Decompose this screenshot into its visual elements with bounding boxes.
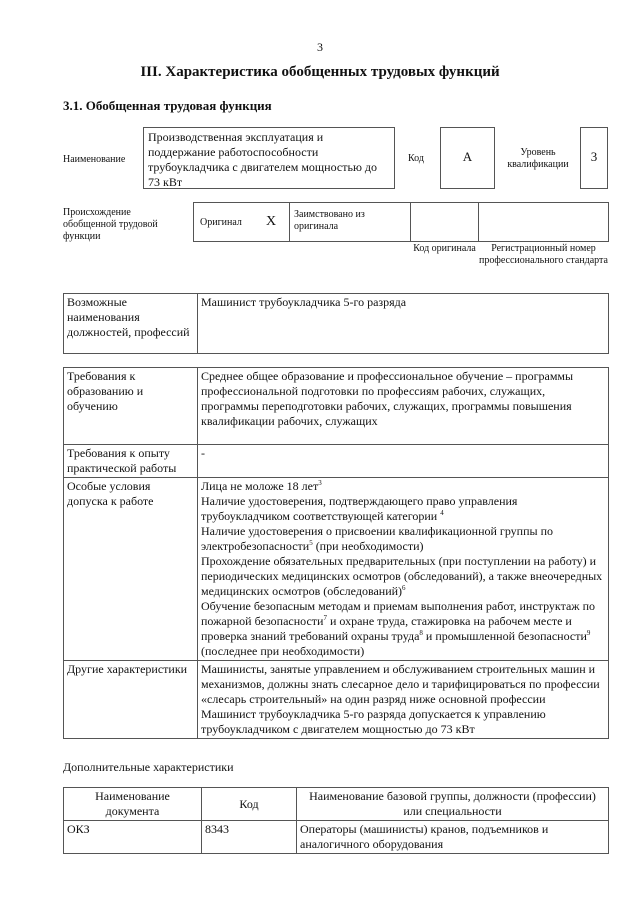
header-document: Наименование документа bbox=[64, 788, 202, 821]
original-cell bbox=[193, 202, 290, 242]
level-label: Уровень квалификации bbox=[507, 147, 569, 170]
special-value bbox=[198, 478, 609, 661]
row-code: 8343 bbox=[202, 821, 297, 854]
original-code-cell bbox=[410, 202, 479, 242]
experience-label: Требования к опыту практической работы bbox=[64, 445, 198, 478]
subsection-title: 3.1. Обобщенная трудовая функция bbox=[63, 98, 272, 113]
other-label: Другие характеристики bbox=[64, 661, 198, 739]
row-group: Операторы (машинисты) кранов, подъемников и аналогичного оборудования bbox=[297, 821, 609, 854]
other-item: Машинист трубоукладчика 5-го разряда допускается к управлению трубоукладчиком с двигателем мощностью до 73 кВт bbox=[201, 707, 546, 736]
name-value: Производственная эксплуатация и поддержание работоспособности трубоукладчика с двигателем мощностью до 73 кВт bbox=[143, 127, 395, 189]
additional-table bbox=[63, 787, 609, 854]
page-number: 3 bbox=[317, 40, 323, 54]
other-value bbox=[198, 661, 609, 739]
special-item: Обучение безопасным методам и приемам выполнения работ, инструктаж по пожарной безопасности$^7$ и охране труда, стажировка на рабочем месте и проверка знаний требований охраны труда$^8$ и промышленной безопасности$^9$ (последнее при необходимости) bbox=[201, 599, 596, 658]
positions-label: Возможные наименования должностей, профессий bbox=[64, 294, 198, 354]
education-label: Требования к образованию и обучению bbox=[64, 368, 198, 445]
code-original-label: Код оригинала bbox=[413, 243, 476, 254]
additional-title: Дополнительные характеристики bbox=[63, 760, 234, 774]
original-label: Оригинал bbox=[200, 217, 242, 228]
original-mark: X bbox=[266, 214, 277, 229]
code-label: Код bbox=[408, 153, 424, 164]
code-value: А bbox=[440, 127, 495, 189]
education-value: Среднее общее образование и профессиональное обучение – программы профессиональной подготовки по профессиям рабочих, служащих, программы переподготовки рабочих, служащих, программы повышения квалификации рабочих, служащих bbox=[198, 368, 609, 445]
level-value: 3 bbox=[580, 127, 608, 189]
special-label: Особые условия допуска к работе bbox=[64, 478, 198, 661]
reg-number-label: Регистрационный номер профессионального стандарта bbox=[479, 243, 608, 266]
row-document: ОКЗ bbox=[64, 821, 202, 854]
special-item: Наличие удостоверения о присвоении квалификационной группы по электробезопасности$^5$ (при необходимости) bbox=[201, 524, 554, 553]
special-item: Наличие удостоверения, подтверждающего право управления трубоукладчиком соответствующей категории $^4$ bbox=[201, 494, 518, 523]
section-title: III. Характеристика обобщенных трудовых функций bbox=[140, 64, 500, 80]
borrowed-cell: Заимствовано из оригинала bbox=[289, 202, 411, 242]
reg-number-cell bbox=[478, 202, 609, 242]
name-label: Наименование bbox=[63, 154, 126, 165]
header-code: Код bbox=[202, 788, 297, 821]
positions-table bbox=[63, 293, 609, 354]
positions-value: Машинист трубоукладчика 5-го разряда bbox=[198, 294, 609, 354]
requirements-table bbox=[63, 367, 609, 739]
header-group: Наименование базовой группы, должности (профессии) или специальности bbox=[297, 788, 609, 821]
origin-label: Происхождение обобщенной трудовой функции bbox=[63, 207, 158, 242]
experience-value: - bbox=[198, 445, 609, 478]
special-item: Прохождение обязательных предварительных (при поступлении на работу) и периодических медицинских осмотров (обследований), а также внеочередных медицинских осмотров (обследований)$^6$ bbox=[201, 554, 603, 598]
special-item: Лица не моложе 18 лет$^3$ bbox=[201, 479, 322, 493]
table-row bbox=[64, 821, 609, 854]
other-item: Машинисты, занятые управлением и обслуживанием строительных машин и механизмов, должны знать слесарное дело и тарифицироваться по профессии «слесарь строительный» на один разряд ниже основной профессии bbox=[201, 662, 600, 706]
